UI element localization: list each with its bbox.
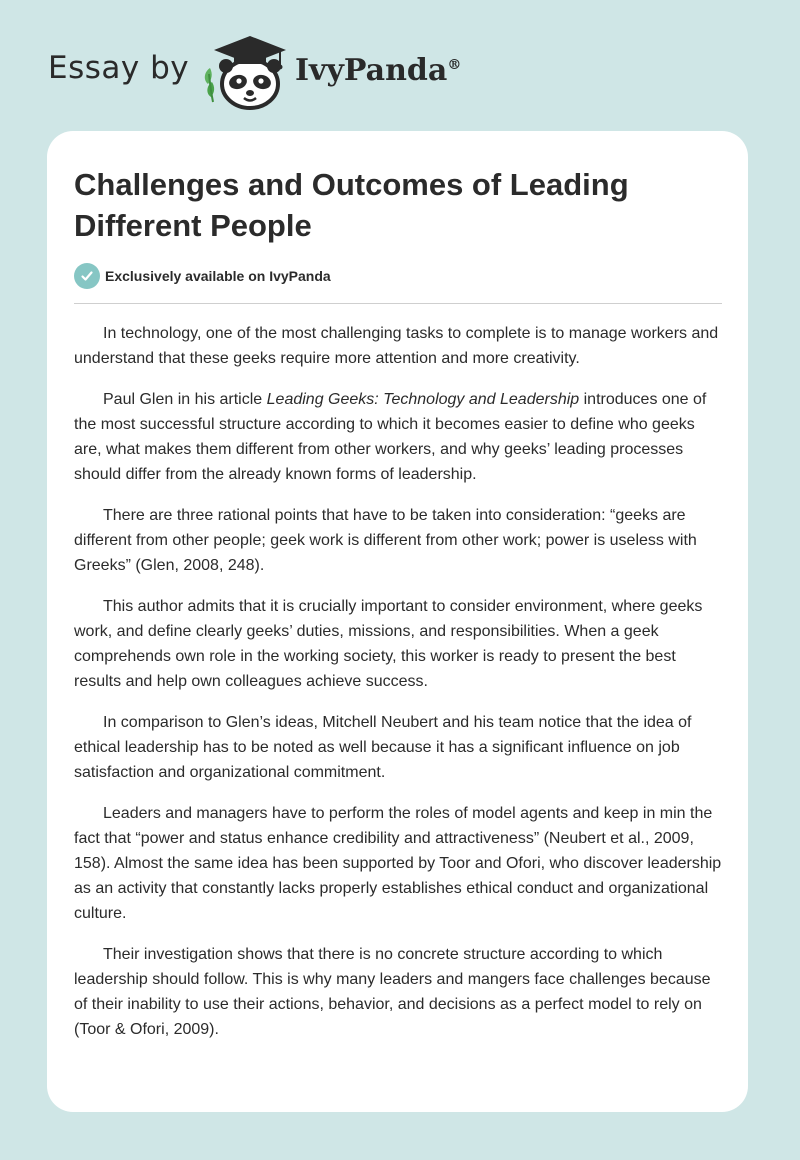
- article-title-citation: Leading Geeks: Technology and Leadership: [266, 391, 580, 408]
- paragraph: In technology, one of the most challenging tasks to complete is to manage workers and understand that these geeks require more attention and more creativity.: [74, 325, 719, 367]
- checkmark-icon: [74, 263, 100, 289]
- essay-body: [74, 321, 726, 1058]
- brand-name[interactable]: IvyPanda®: [295, 53, 462, 88]
- paragraph: Paul Glen in his article Leading Geeks: Technology and Leadership introduces one of the most successful structure according to which it becomes easier to define who geeks are, what makes them different from other workers, and why geeks’ leading processes should differ from the already known forms of leadership.: [74, 391, 707, 483]
- registered-mark: ®: [447, 57, 462, 73]
- paragraph: There are three rational points that have to be taken into consideration: “geeks are different from other people; geek work is different from other work; power is useless with Greeks” (Glen, 2008, 248).: [74, 507, 697, 574]
- essay-card: [47, 131, 748, 1112]
- essay-title: Challenges and Outcomes of Leading Different People: [74, 167, 629, 243]
- paragraph: Their investigation shows that there is no concrete structure according to which leadership should follow. This is why many leaders and mangers face challenges because of their inability to use their actions, behavior, and decisions as a perfect model to rely on (Toor & Ofori, 2009).: [74, 946, 711, 1038]
- paragraph: This author admits that it is crucially important to consider environment, where geeks work, and define clearly geeks’ duties, missions, and responsibilities. When a geek comprehends own role in the working society, this worker is ready to present the best results and help own colleagues achieve success.: [74, 598, 703, 690]
- ivy-leaf-icon: [205, 68, 214, 102]
- site-header: [0, 0, 800, 130]
- exclusive-label: Exclusively available on IvyPanda: [105, 268, 331, 284]
- paragraph: Leaders and managers have to perform the roles of model agents and keep in min the fact that “power and status enhance credibility and attractiveness” (Neubert et al., 2009, 158). Almost the same idea has been supported by Toor and Ofori, who discover leadership as an activity that constantly lacks properly establishes ethical conduct and organizational culture.: [74, 805, 722, 922]
- essay-by-label: Essay by: [48, 50, 190, 86]
- divider: [74, 303, 722, 304]
- exclusive-badge: [74, 263, 331, 289]
- panda-graduation-cap-logo-icon[interactable]: [200, 34, 290, 110]
- paragraph: In comparison to Glen’s ideas, Mitchell Neubert and his team notice that the idea of ethical leadership has to be noted as well because it has a significant influence on job satisfaction and organizational commitment.: [74, 714, 692, 781]
